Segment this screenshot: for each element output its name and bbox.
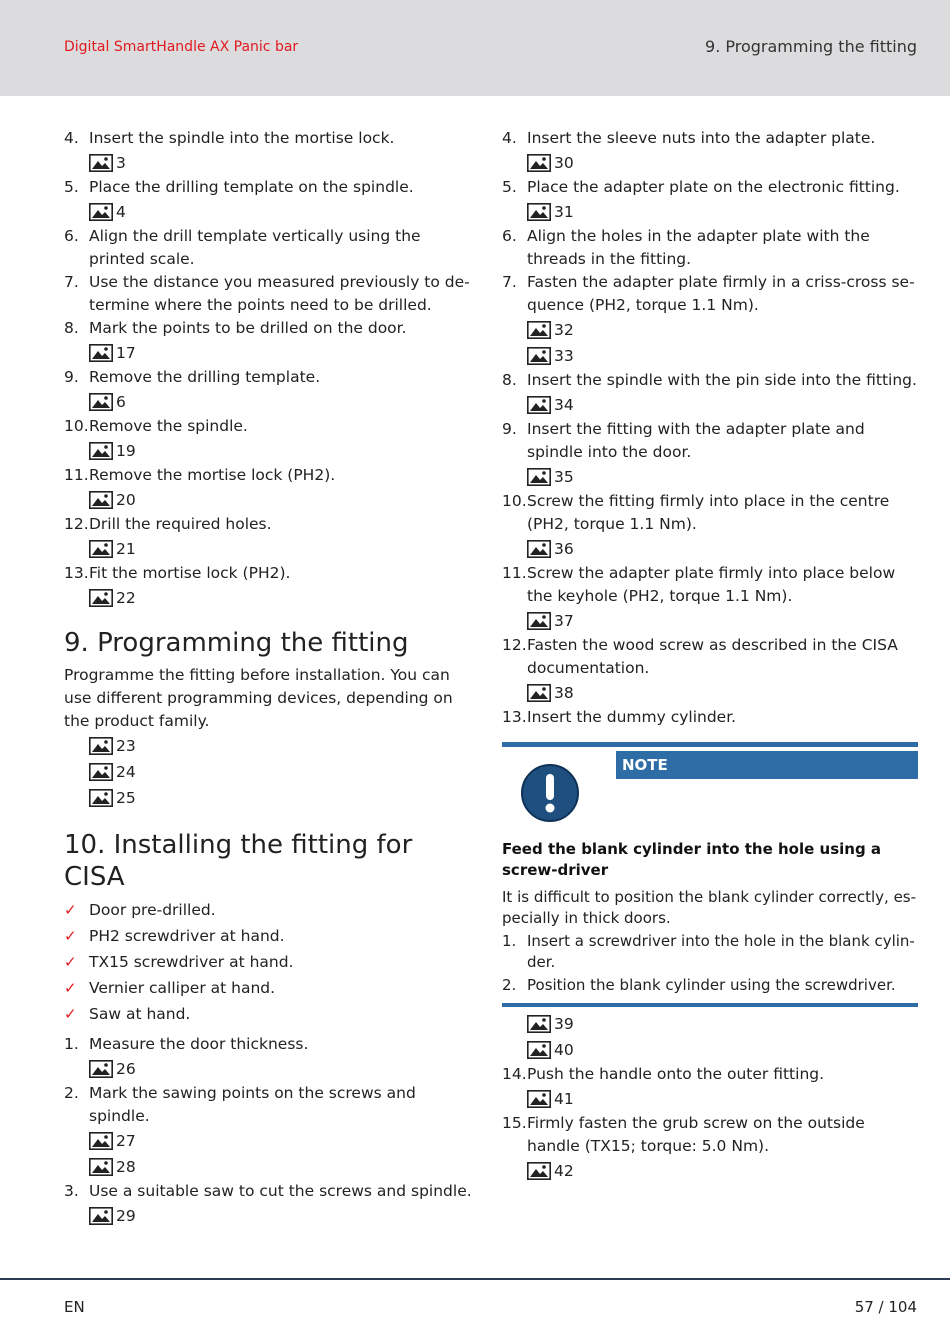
image-icon: [527, 540, 551, 558]
image-icon: [527, 396, 551, 414]
figure-ref: [527, 317, 918, 343]
step-number: 12.: [502, 636, 527, 654]
image-icon: [89, 491, 113, 509]
step-number: 8.: [502, 371, 517, 389]
list-item: [502, 1112, 918, 1158]
step-number: 4.: [502, 129, 517, 147]
step-text: Align the holes in the adapter plate with the threads in the fitting.: [527, 227, 870, 268]
image-icon: [89, 1132, 113, 1150]
figure-number: 28: [116, 1158, 136, 1176]
step-number: 7.: [502, 273, 517, 291]
section-intro: Programme the fitting before installation. You can use different programming devices, depending on the product family.: [64, 666, 453, 730]
image-icon: [89, 442, 113, 460]
figure-number: 22: [116, 589, 136, 607]
figure-number: 39: [554, 1015, 574, 1033]
image-icon: [89, 154, 113, 172]
figure-number: 27: [116, 1132, 136, 1150]
list-item: [64, 1180, 474, 1203]
image-icon: [527, 1090, 551, 1108]
step-text: Remove the mortise lock (PH2).: [89, 466, 336, 484]
step-text: Remove the spindle.: [89, 417, 248, 435]
list-item: [64, 1082, 474, 1128]
figure-number: 31: [554, 203, 574, 221]
note-label: NOTE: [616, 751, 918, 779]
note-header: [502, 747, 918, 839]
figure-number: 42: [554, 1162, 574, 1180]
step-text: Place the drilling template on the spindle.: [89, 178, 414, 196]
step-text: Firmly fasten the grub screw on the outside handle (TX15; torque: 5.0 Nm).: [527, 1114, 865, 1155]
doc-title: Digital SmartHandle AX Panic bar: [64, 39, 299, 55]
figure-ref: [527, 1037, 918, 1063]
figure-number: 41: [554, 1090, 574, 1108]
figure-number: 32: [554, 321, 574, 339]
step-number: 9.: [64, 368, 79, 386]
list-item: [64, 225, 474, 271]
step-number: 14.: [502, 1065, 527, 1083]
note-text: It is difficult to position the blank cylinder correctly, es-pecially in thick doors.: [502, 888, 917, 927]
note-icon-wrap: [502, 747, 616, 839]
checkmark-icon: ✓: [64, 901, 77, 919]
step-text: Use a suitable saw to cut the screws and spindle.: [89, 1182, 472, 1200]
list-item: [64, 1033, 474, 1056]
figure-ref: [89, 389, 474, 415]
checklist-item: [64, 923, 474, 949]
step-text: Position the blank cylinder using the screwdriver.: [527, 976, 896, 994]
section-title: 9. Programming the fitting: [705, 37, 917, 56]
image-icon: [89, 763, 113, 781]
step-text: Measure the door thickness.: [89, 1035, 309, 1053]
figure-number: 33: [554, 347, 574, 365]
note-step: [502, 931, 918, 973]
step-text: Fasten the wood screw as described in the CISA documentation.: [527, 636, 898, 677]
step-text: Remove the drilling template.: [89, 368, 321, 386]
list-item: [64, 127, 474, 150]
step-number: 10.: [64, 417, 89, 435]
list-item: [502, 706, 918, 729]
step-number: 11.: [502, 564, 527, 582]
step-number: 3.: [64, 1182, 79, 1200]
step-text: Insert the fitting with the adapter plate and spindle into the door.: [527, 420, 865, 461]
list-item: [64, 366, 474, 389]
page-header: [0, 0, 950, 96]
figure-number: 26: [116, 1060, 136, 1078]
list-item: [502, 418, 918, 464]
footer-page-number: 57 / 104: [854, 1298, 917, 1316]
step-text: Fit the mortise lock (PH2).: [89, 564, 291, 582]
figure-ref: [89, 438, 474, 464]
figure-ref: [527, 1086, 918, 1112]
image-icon: [89, 393, 113, 411]
list-item: [502, 490, 918, 536]
list-item: [502, 176, 918, 199]
figure-number: 17: [116, 344, 136, 362]
figure-ref: [527, 150, 918, 176]
checklist-item: [64, 975, 474, 1001]
figure-ref: [527, 680, 918, 706]
right-column: [502, 127, 918, 1184]
figure-number: 6: [116, 393, 126, 411]
step-number: 13.: [64, 564, 89, 582]
checklist-text: Vernier calliper at hand.: [89, 979, 276, 997]
figure-number: 30: [554, 154, 574, 172]
image-icon: [527, 321, 551, 339]
list-item: [502, 634, 918, 680]
image-icon: [527, 468, 551, 486]
figure-ref: [527, 392, 918, 418]
list-item: [64, 513, 474, 536]
image-icon: [89, 589, 113, 607]
checklist-text: Saw at hand.: [89, 1005, 191, 1023]
checkmark-icon: ✓: [64, 979, 77, 997]
note-step: [502, 975, 918, 996]
step-text: Screw the adapter plate firmly into place below the keyhole (PH2, torque 1.1 Nm).: [527, 564, 896, 605]
image-icon: [89, 1207, 113, 1225]
figure-number: 36: [554, 540, 574, 558]
step-number: 9.: [502, 420, 517, 438]
figure-number: 34: [554, 396, 574, 414]
checkmark-icon: ✓: [64, 927, 77, 945]
image-icon: [89, 1158, 113, 1176]
step-number: 5.: [64, 178, 79, 196]
step-number: 2.: [502, 976, 517, 994]
figure-number: 21: [116, 540, 136, 558]
list-item: [64, 317, 474, 340]
checklist-item: [64, 897, 474, 923]
step-number: 5.: [502, 178, 517, 196]
list-item: [64, 271, 474, 317]
figure-ref: [89, 199, 474, 225]
step-text: Use the distance you measured previously to de-termine where the points need to be drilled.: [89, 273, 470, 314]
checklist-text: TX15 screwdriver at hand.: [89, 953, 294, 971]
figure-ref: [89, 759, 474, 785]
figure-ref: [89, 150, 474, 176]
image-icon: [89, 344, 113, 362]
step-number: 13.: [502, 708, 527, 726]
figure-number: 24: [116, 763, 136, 781]
figure-number: 3: [116, 154, 126, 172]
figure-ref: [527, 1158, 918, 1184]
list-item: [64, 464, 474, 487]
figure-ref: [89, 340, 474, 366]
image-icon: [89, 203, 113, 221]
step-number: 1.: [64, 1035, 79, 1053]
left-column: [64, 127, 474, 1229]
figure-number: 37: [554, 612, 574, 630]
figure-ref: [89, 1056, 474, 1082]
list-item: [502, 369, 918, 392]
image-icon: [527, 203, 551, 221]
list-item: [502, 127, 918, 150]
image-icon: [527, 1162, 551, 1180]
image-icon: [527, 347, 551, 365]
image-icon: [527, 684, 551, 702]
checkmark-icon: ✓: [64, 953, 77, 971]
step-text: Insert a screwdriver into the hole in the blank cylin-der.: [527, 932, 915, 971]
checkmark-icon: ✓: [64, 1005, 77, 1023]
checklist-item: [64, 1001, 474, 1027]
step-number: 10.: [502, 492, 527, 510]
checklist-text: PH2 screwdriver at hand.: [89, 927, 285, 945]
image-icon: [89, 540, 113, 558]
image-icon: [89, 789, 113, 807]
step-text: Insert the spindle with the pin side into the fitting.: [527, 371, 917, 389]
figure-ref: [89, 487, 474, 513]
checklist-text: Door pre-drilled.: [89, 901, 216, 919]
step-number: 8.: [64, 319, 79, 337]
step-text: Insert the dummy cylinder.: [527, 708, 737, 726]
figure-number: 35: [554, 468, 574, 486]
figure-ref: [527, 608, 918, 634]
exclamation-icon: [520, 763, 580, 823]
figure-ref: [89, 785, 474, 811]
figure-ref: [527, 464, 918, 490]
step-text: Push the handle onto the outer fitting.: [527, 1065, 825, 1083]
step-text: Screw the fitting firmly into place in the centre (PH2, torque 1.1 Nm).: [527, 492, 890, 533]
step-number: 12.: [64, 515, 89, 533]
step-text: Place the adapter plate on the electronic fitting.: [527, 178, 900, 196]
figure-ref: [89, 1203, 474, 1229]
list-item: [502, 225, 918, 271]
step-number: 4.: [64, 129, 79, 147]
list-item: [502, 562, 918, 608]
figure-ref: [89, 536, 474, 562]
step-text: Mark the points to be drilled on the door.: [89, 319, 407, 337]
list-item: [64, 176, 474, 199]
list-item: [64, 562, 474, 585]
figure-ref: [527, 536, 918, 562]
step-number: 7.: [64, 273, 79, 291]
figure-number: 4: [116, 203, 126, 221]
figure-number: 25: [116, 789, 136, 807]
figure-number: 38: [554, 684, 574, 702]
step-number: 6.: [502, 227, 517, 245]
figure-ref: [527, 1011, 918, 1037]
step-number: 15.: [502, 1114, 527, 1132]
figure-ref: [89, 1154, 474, 1180]
list-item: [64, 415, 474, 438]
step-number: 6.: [64, 227, 79, 245]
step-text: Mark the sawing points on the screws and spindle.: [89, 1084, 416, 1125]
step-text: Align the drill template vertically using the printed scale.: [89, 227, 421, 268]
section-heading-programming: 9. Programming the fitting: [64, 628, 409, 658]
list-item: [502, 271, 918, 317]
footer-divider: [0, 1278, 950, 1280]
figure-ref: [89, 733, 474, 759]
image-icon: [527, 1041, 551, 1059]
figure-number: 29: [116, 1207, 136, 1225]
figure-ref: [89, 1128, 474, 1154]
figure-number: 23: [116, 737, 136, 755]
step-number: 2.: [64, 1084, 79, 1102]
step-text: Insert the spindle into the mortise lock.: [89, 129, 395, 147]
figure-number: 20: [116, 491, 136, 509]
step-text: Drill the required holes.: [89, 515, 272, 533]
image-icon: [527, 612, 551, 630]
figure-ref: [527, 343, 918, 369]
checklist-item: [64, 949, 474, 975]
note-box: [502, 742, 918, 1007]
image-icon: [527, 1015, 551, 1033]
image-icon: [89, 737, 113, 755]
step-number: 1.: [502, 932, 517, 950]
figure-ref: [89, 585, 474, 611]
image-icon: [89, 1060, 113, 1078]
step-text: Insert the sleeve nuts into the adapter plate.: [527, 129, 876, 147]
section-heading-installing: 10. Installing the fitting for CISA: [64, 830, 413, 892]
step-text: Fasten the adapter plate firmly in a criss-cross se-quence (PH2, torque 1.1 Nm).: [527, 273, 915, 314]
figure-number: 19: [116, 442, 136, 460]
figure-number: 40: [554, 1041, 574, 1059]
figure-ref: [527, 199, 918, 225]
footer-language: EN: [64, 1298, 85, 1316]
step-number: 11.: [64, 466, 89, 484]
image-icon: [527, 154, 551, 172]
list-item: [502, 1063, 918, 1086]
note-subtitle: Feed the blank cylinder into the hole using a screw-driver: [502, 840, 882, 879]
